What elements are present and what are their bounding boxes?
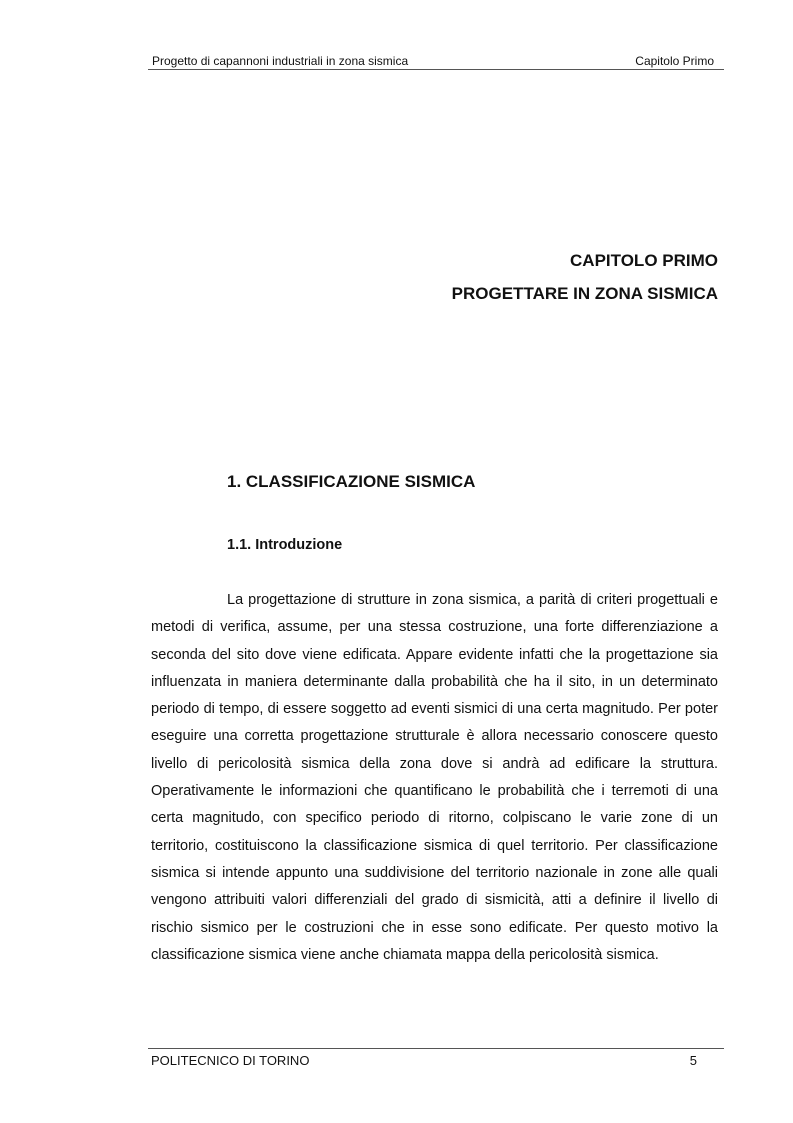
- section-heading: 1. CLASSIFICAZIONE SISMICA: [227, 472, 476, 491]
- body-paragraph: La progettazione di strutture in zona sismica, a parità di criteri progettuali e metodi di verifica, assume, per una stessa costruzione, una forte differenziazione a seconda del sito dove viene edificata. Appare evidente infatti che la progettazione sia influenzata in maniera determinante dalla probabilità che ha il sito, in un determinato periodo di tempo, di essere soggetto ad eventi sismici di una certa magnitudo. Per poter eseguire una corretta progettazione strutturale è allora necessario conoscere questo livello di pericolosità sismica della zona dove si andrà ad edificare la struttura. Operativamente le informazioni che quantificano le probabilità che i terremoti di una certa magnitudo, con specifico periodo di ritorno, colpiscano le varie zone di un territorio, costituiscono la classificazione sismica di quel territorio. Per classificazione sismica si intende appunto una suddivisione del territorio nazionale in zone alle quali vengono attribuiti valori differenziali del grado di sismicità, atti a definire il livello di rischio sismico per le costruzioni che in esse sono edificate. Per questo motivo la classificazione sismica viene anche chiamata mappa della pericolosità sismica.: [151, 592, 718, 963]
- footer-institution: POLITECNICO DI TORINO: [151, 1053, 310, 1068]
- chapter-number-title: CAPITOLO PRIMO: [570, 251, 718, 270]
- subsection-heading: 1.1. Introduzione: [227, 537, 343, 553]
- chapter-title-block: [452, 244, 718, 310]
- header-document-title: Progetto di capannoni industriali in zona sismica: [152, 54, 409, 68]
- page-footer: [148, 1048, 724, 1068]
- footer-page-number: 5: [689, 1053, 697, 1068]
- header-chapter-label: Capitolo Primo: [635, 54, 714, 68]
- page-header: [148, 53, 724, 70]
- chapter-title: PROGETTARE IN ZONA SISMICA: [451, 284, 718, 303]
